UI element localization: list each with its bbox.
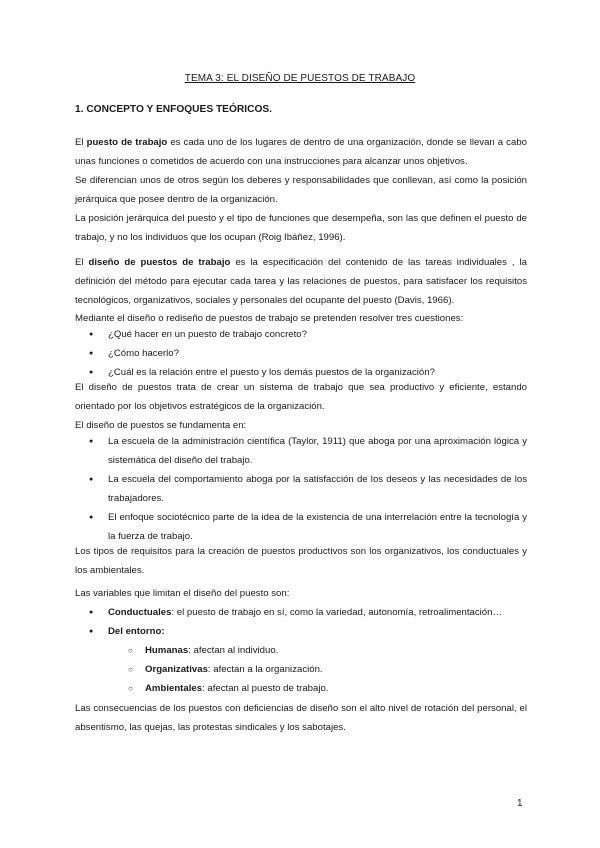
text: : (161, 626, 165, 637)
paragraph-design-purpose: El diseño de puestos trata de crear un sistema de trabajo que sea productivo y eficiente, estando orientado por los objetivos estratégicos de la organización. (75, 382, 527, 412)
list-item: ● ¿Qué hacer en un puesto de trabajo concreto? (75, 325, 527, 344)
bold-term: Del entorno (108, 626, 162, 637)
bold-term: puesto de trabajo (86, 137, 168, 148)
list-item-conductuales (75, 603, 527, 622)
text: : el puesto de trabajo en sí, como la variedad, autonomía, retroalimentación… (171, 607, 503, 618)
paragraph-puesto-definition (75, 133, 527, 171)
paragraph-consequences: Las consecuencias de los puestos con deficiencias de diseño son el alto nivel de rotación del personal, el absentismo, las quejas, las protestas sindicales y los sabotajes. (75, 703, 527, 733)
page-number: 1 (517, 798, 523, 809)
text: es la especificación del contenido de las tareas individuales , la definición del método para ejecutar cada tarea y las relaciones de puestos, para satisfacer los requisitos tecnológicos, organizativos, sociales y personales del ocupante del puesto (Davis, 1966). (75, 257, 527, 306)
paragraph-hierarchy: La posición jerárquica del puesto y el tipo de funciones que desempeña, son las que definen el puesto de trabajo, y no los individuos que los ocupan (Roig Ibáñez, 1996). (75, 213, 527, 243)
sub-list-item (108, 641, 527, 660)
list-item: ● La escuela de la administración científica (Taylor, 1911) que aboga por una aproximación lógica y sistemática del diseño del trabajo. (75, 432, 527, 470)
questions-list (75, 325, 527, 382)
text: es cada uno de los lugares de dentro de una organización, donde se llevan a cabo unas funciones o cometidos de acuerdo con una instrucciones para alcanzar unos objetivos. (75, 137, 527, 167)
paragraph-design-definition (75, 253, 527, 310)
text: El (75, 257, 89, 268)
section-heading: 1. CONCEPTO Y ENFOQUES TEÓRICOS. (75, 104, 272, 115)
foundations-list (75, 432, 527, 546)
bold-term: Conductuales (108, 607, 172, 618)
list-item: ● El enfoque sociotécnico parte de la idea de la existencia de una interrelación entre la tecnología y la fuerza de trabajo. (75, 508, 527, 546)
paragraph-variables-intro: Las variables que limitan el diseño del puesto son: (75, 588, 290, 599)
paragraph-requirements: Los tipos de requisitos para la creación de puestos productivos son los organizativos, los conductuales y los ambientales. (75, 546, 527, 576)
list-item: ● ¿Cómo hacerlo? (75, 344, 527, 363)
paragraph-foundations-intro: El diseño de puestos se fundamenta en: (75, 420, 247, 431)
paragraph-differences: Se diferencian unos de otros según los deberes y responsabilidades que conllevan, así como la posición jerárquica que posee dentro de la organización. (75, 175, 527, 205)
paragraph-three-questions: Mediante el diseño o rediseño de puestos de trabajo se pretenden resolver tres cuestiones: (75, 313, 464, 324)
entorno-sublist (108, 641, 527, 698)
list-item: ● ¿Cuál es la relación entre el puesto y los demás puestos de la organización? (75, 363, 527, 382)
list-item-entorno (75, 622, 527, 698)
text: : afectan al individuo. (188, 645, 279, 656)
bold-term: Ambientales (145, 683, 203, 694)
bold-term: Organizativas (145, 664, 208, 675)
list-item: ● La escuela del comportamiento aboga por la satisfacción de los deseos y las necesidades de los trabajadores. (75, 470, 527, 508)
variables-list (75, 603, 527, 698)
text: : afectan a la organización. (207, 664, 323, 675)
document-title: TEMA 3: EL DISEÑO DE PUESTOS DE TRABAJO (184, 73, 416, 84)
text: : afectan al puesto de trabajo. (202, 683, 329, 694)
text: El (75, 137, 87, 148)
sub-list-item (108, 660, 527, 679)
sub-list-item (108, 679, 527, 698)
bold-term: Humanas (145, 645, 189, 656)
bold-term: diseño de puestos de trabajo (88, 257, 231, 268)
